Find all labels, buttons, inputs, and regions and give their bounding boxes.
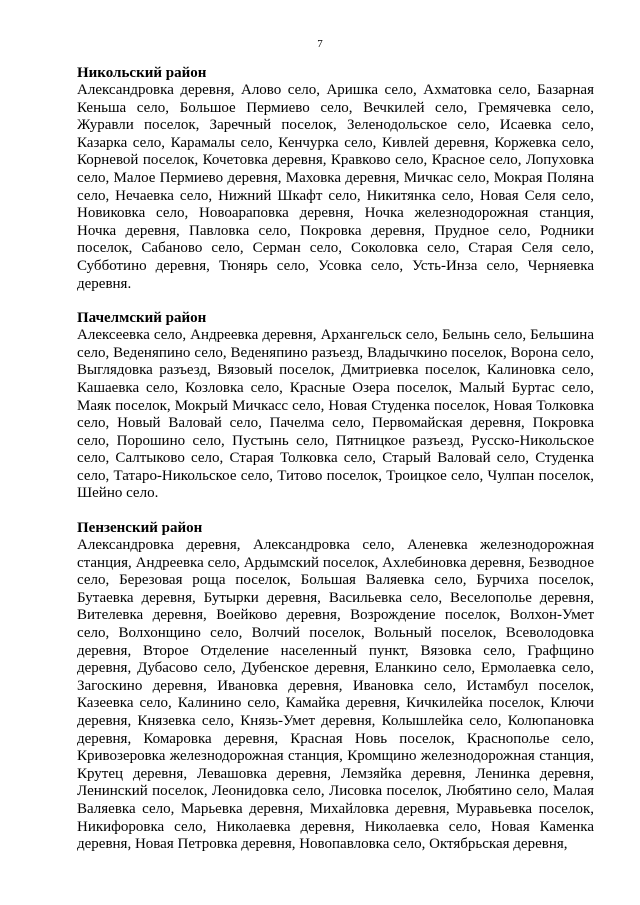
section-text: Александровка деревня, Александровка село, Аленевка железнодорожная станция, Андреевка село, Ардымский поселок, Ахлебиновка деревня, Безводное село, Березовая роща поселок, Большая Валяевка село, Бурчиха поселок, Бутаевка деревня, Бутырки деревня, Васильевка село, Веселополье деревня, Вителевка деревня, Воейково деревня, Возрождение поселок, Волхон-Умет село, Волхонщино село, Волчий поселок, Вольный поселок, Всеволодовка деревня, Второе Отделение населенный пункт, Вязовка село, Графщино деревня, Дубасово село, Дубенское деревня, Еланкино село, Ермолаевка село, Загоскино деревня, Ивановка деревня, Ивановка село, Истамбул поселок, Казеевка село, Калинино село, Камайка деревня, Кичкилейка поселок, Ключи деревня, Князевка село, Князь-Умет деревня, Колышлейка село, Колюпановка деревня, Комаровка деревня, Красная Новь поселок, Краснополье село, Кривозеровка железнодорожная станция, Кромщино железнодорожная станция, Крутец деревня, Левашовка деревня, Лемзяйка деревня, Ленинка деревня, Ленинский поселок, Леонидовка село, Лисовка поселок, Любятино село, Малая Валяевка село, Марьевка деревня, Михайловка деревня, Муравьевка поселок, Никифоровка село, Николаевка деревня, Николаевка село, Новая Каменка деревня, Новая Петровка деревня, Новопавловка село, Октябрьская деревня, <box>77 537 594 853</box>
section-pachelmsky <box>77 309 594 503</box>
section-penzensky <box>77 519 594 854</box>
section-text: Алексеевка село, Андреевка деревня, Архангельск село, Белынь село, Бельшина село, Веденяпино село, Веденяпино разъезд, Владычкино поселок, Ворона село, Выглядовка разъезд, Вязовый поселок, Дмитриевка поселок, Калиновка село, Кашаевка село, Козловка село, Красные Озера поселок, Малый Буртас село, Маяк поселок, Мокрый Мичкасс село, Новая Студенка поселок, Новая Толковка село, Новый Валовай село, Пачелма село, Первомайская деревня, Покровка село, Порошино село, Пустынь село, Пятницкое разъезд, Русско-Никольское село, Салтыково село, Старая Толковка село, Старый Валовай село, Студенка село, Татаро-Никольское село, Титово поселок, Троицкое село, Чулпан поселок, Шейно село. <box>77 327 594 502</box>
section-text: Александровка деревня, Алово село, Аришка село, Ахматовка село, Базарная Кеньша село, Большое Пермиево село, Вечкилей село, Гремячевка село, Журавли поселок, Заречный поселок, Зеленодольское село, Исаевка село, Казарка село, Карамалы село, Кенчурка село, Кивлей деревня, Коржевка село, Корневой поселок, Кочетовка деревня, Кравково село, Красное село, Лопуховка село, Малое Пермиево деревня, Маховка деревня, Мичкас село, Мокрая Поляна село, Нечаевка село, Нижний Шкафт село, Никитянка село, Новая Селя село, Новиковка село, Новоараповка деревня, Ночка железнодорожная станция, Ночка деревня, Павловка село, Покровка деревня, Прудное село, Родники поселок, Сабаново село, Серман село, Соколовка село, Старая Селя село, Субботино деревня, Тюнярь село, Усовка село, Усть-Инза село, Черняевка деревня. <box>77 82 594 292</box>
page-number: 7 <box>317 38 323 50</box>
document-body <box>77 64 594 854</box>
section-title: Никольский район <box>77 65 207 81</box>
section-title: Пензенский район <box>77 520 203 537</box>
section-title: Пачелмский район <box>77 310 207 327</box>
section-nikolsky <box>77 64 594 293</box>
